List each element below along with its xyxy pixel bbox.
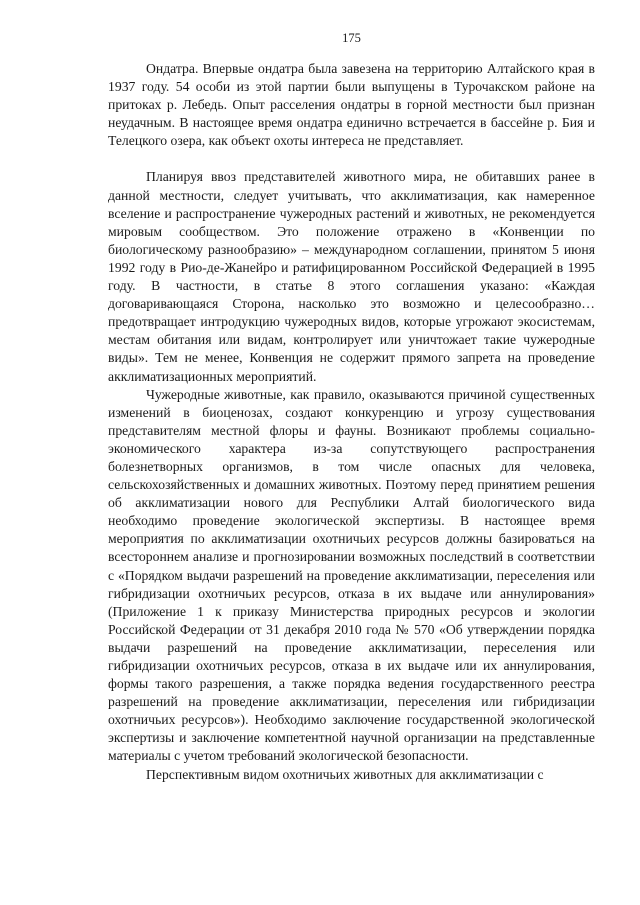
paragraph-alien-species: Чужеродные животные, как правило, оказываются причиной существенных изменений в биоценозах, создают конкуренцию и угрозу существования представителям местной флоры и фауны. Возникают проблемы социально-экономического характера из-за сопутствующего распространения болезнетворных организмов, в том числе опасных для человека, сельскохозяйственных и домашних животных. Поэтому перед принятием решения об акклиматизации нового для Республики Алтай биологического вида необходимо проведение экологической экспертизы. В настоящее время мероприятия по акклиматизации охотничьих ресурсов должны базироваться на всестороннем анализе и прогнозировании возможных последствий в соответствии с «Порядком выдачи разрешений на проведение акклиматизации, переселения или гибридизации охотничьих ресурсов, отказа в их выдаче или аннулирования» (Приложение 1 к приказу Министерства природных ресурсов и экологии Российской Федерации от 31 декабря 2010 года № 570 «Об утверждении порядка выдачи разрешений на проведение акклиматизации, переселения или гибридизации охотничьих ресурсов, отказа в их выдаче или их аннулирования, формы такого разрешения, а также порядка ведения государственного реестра разрешений на проведение акклиматизации, переселения или гибридизации охотничьих ресурсов»). Необходимо заключение государственной экологической экспертизы и заключение компетентной научной организации на представленные материалы с учетом требований экологической безопасности. bbox=[108, 386, 595, 764]
paragraph-muskrat: Ондатра. Впервые ондатра была завезена на территорию Алтайского края в 1937 году. 54 особи из этой партии были выпущены в Турочакском районе на притоках р. Лебедь. Опыт расселения ондатры в горной местности был признан неудачным. В настоящее время ондатра единично встречается в бассейне р. Бия и Телецкого озера, как объект охоты интереса не представляет. bbox=[108, 61, 595, 149]
paragraph-convention: Планируя ввоз представителей животного мира, не обитавших ранее в данной местности, следует учитывать, что акклиматизация, как намеренное вселение и распространение чужеродных растений и животных, не рекомендуется мировым сообществом. Это положение отражено в «Конвенции по биологическому разнообразию» – международном соглашении, принятом 5 июня 1992 году в Рио-де-Жанейро и ратифицированном Российской Федерацией в 1995 году. В частности, в статье 8 этого соглашения указано: «Каждая договаривающаяся Сторона, насколько это возможно и целесообразно… предотвращает интродукцию чужеродных видов, которые угрожают экосистемам, местам обитания или видам, контролирует или уничтожает такие чужеродные виды». Тем не менее, Конвенция не содержит прямого запрета на проведение акклиматизационных мероприятий. bbox=[108, 169, 595, 384]
page-number: 175 bbox=[342, 31, 361, 45]
paragraph-prospective-species: Перспективным видом охотничьих животных для акклиматизации с bbox=[146, 766, 544, 782]
